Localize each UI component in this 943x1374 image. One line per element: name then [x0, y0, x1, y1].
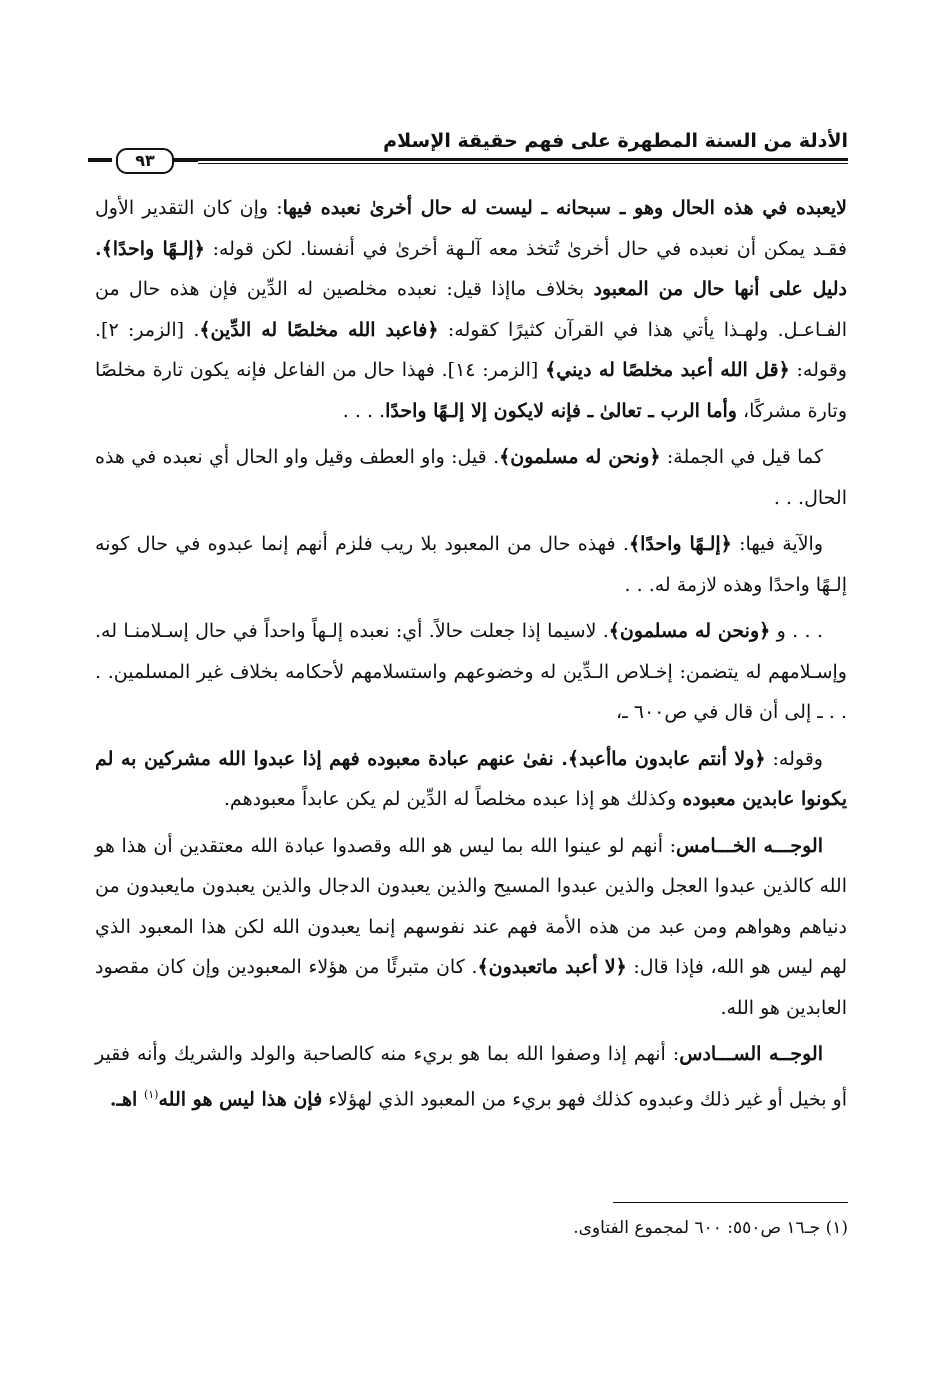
text-span: . قيل: واو العطف وقيل واو الحال أي نعبده في هذه الحال. . . — [95, 446, 847, 509]
paragraph-6 — [95, 826, 847, 1029]
badge-bar-left — [88, 158, 112, 162]
footnote: (١) جـ١٦ ص٥٥٠: ٦٠٠ لمجموع الفتاوى. — [573, 1218, 848, 1238]
paragraph-7 — [95, 1034, 847, 1119]
text-span: : وإن كان التقدير الأول فقـد يمكن أن نعبده في حال أخرىٰ تُتخذ معه آلـهة أخرىٰ في أنفسنا. لكن قوله: — [95, 197, 847, 260]
page-number: ٩٣ — [116, 148, 174, 174]
bold-span: ﴿فاعبد الله مخلصًا له الدِّين﴾ — [199, 318, 439, 341]
bold-span: فإن هذا ليس هو الله — [158, 1087, 323, 1110]
footnote-marker[interactable]: (١) — [143, 1087, 159, 1101]
text-span: . لاسيما إذا جعلت حالاً. أي: نعبده إلـهاً واحداً في حال إسـلامنـا له. وإسـلامهم له يتضمن: إخـلاص الـدِّين له وخضوعهم واستسلامهم لأحكامه بخلاف غير المسلمين. . . . ـ إلى أن قال في ص٦٠٠ ـ، — [95, 620, 847, 723]
bold-span: ﴿قل الله أعبد مخلصًا له ديني﴾ — [545, 359, 790, 381]
paragraph-4 — [95, 611, 847, 733]
text-span: : أنهم لو عينوا الله بما ليس هو الله وقصدوا عبادة الله معتقدين أن هذا هو الله كالذين عبدوا العجل والذين عبدوا المسيح والذين يعبدون الدجال والذين يعبدون مايعبدون من دنياهم وهواهم ومن عبد من هذه الأمة فهم عند نفوسهم إنما يعبدون الله لكن هذا المعبود الذي لهم ليس هو الله، فإذا قال: — [95, 834, 848, 978]
body-text — [95, 188, 847, 1125]
section-heading: الوجـــه الخـــامس — [676, 834, 823, 857]
text-span: بخلاف ماإذا قيل: نعبده مخلصين له الدِّين فإن هذه حال من الفـاعـل. ولهـذا يأتي هذا في القرآن كثيرًا كقوله: — [95, 278, 847, 341]
paragraph-1 — [95, 188, 847, 431]
paragraph-5 — [95, 739, 847, 820]
text-span: والآية فيها: — [731, 533, 824, 555]
text-span: وقوله: — [765, 747, 823, 770]
bold-span: ﴿ونحن له مسلمون﴾ — [608, 620, 771, 642]
text-span: . . . و — [770, 620, 823, 642]
section-heading: الوجــه الســـادس — [679, 1043, 823, 1065]
text-span: كما قيل في الجملة: — [660, 446, 823, 468]
header-rule — [198, 158, 848, 164]
bold-span: ﴿إلـهًا واحدًا﴾. دليل على أنها حال من المعبود — [95, 237, 847, 300]
footnote-rule — [613, 1202, 848, 1203]
text-span: . . . . — [342, 399, 386, 422]
page-header — [88, 128, 848, 188]
paragraph-2 — [95, 437, 847, 518]
bold-span: ﴿لا أعبد ماتعبدون﴾ — [477, 956, 627, 978]
page-number-badge — [88, 148, 198, 172]
bold-span: ﴿إلـهًا واحدًا﴾ — [628, 533, 732, 555]
paragraph-3 — [95, 524, 847, 605]
text-span: . فهذه حال من المعبود بلا ريب فلزم أنهم إنما عبدوه في حال كونه إلـهًا واحدًا وهذه لازمة له. . . — [95, 533, 847, 596]
text-span: : أنهم إذا وصفوا الله بما هو بريء منه كالصاحبة والولد والشريك وأنه فقير أو بخيل أو غير ذلك وعبدوه كذلك فهو بريء من المعبود الذي لهؤلاء — [95, 1043, 847, 1110]
text-span: [الزمر: ١٤]. فهذا حال من الفاعل فإنه يكون تارة مخلصًا وتارة مشركًا، — [95, 359, 847, 422]
bold-span: وأما الرب ـ تعالىٰ ـ فإنه لايكون إلا إلـهًا واحدًا — [385, 399, 737, 422]
text-span: وكذلك هو إذا عبده مخلصاً له الدِّين لم يكن عابداً معبودهم. — [223, 788, 683, 810]
text-span: . [الزمر: ٢]. وقوله: — [95, 318, 847, 381]
bold-span: ﴿ونحن له مسلمون﴾ — [499, 446, 661, 468]
bold-span: لايعبده في هذه الحال وهو ـ سبحانه ـ ليست له حال أخرىٰ نعبده فيها — [282, 197, 847, 219]
text-span: . كان متبرئًا من هؤلاء المعبودين وإن كان مقصود العابدين هو الله. — [95, 956, 847, 1019]
bold-span: اهـ. — [109, 1087, 144, 1110]
running-title: الأدلة من السنة المطهرة على فهم حقيقة الإسلام — [383, 130, 848, 152]
badge-bar-right — [174, 158, 198, 162]
bold-span: ﴿ولا أنتم عابدون ماأعبد﴾. نفىٰ عنهم عبادة معبوده فهم إذا عبدوا الله مشركين به لم يكونوا عابدين معبوده — [95, 747, 847, 810]
